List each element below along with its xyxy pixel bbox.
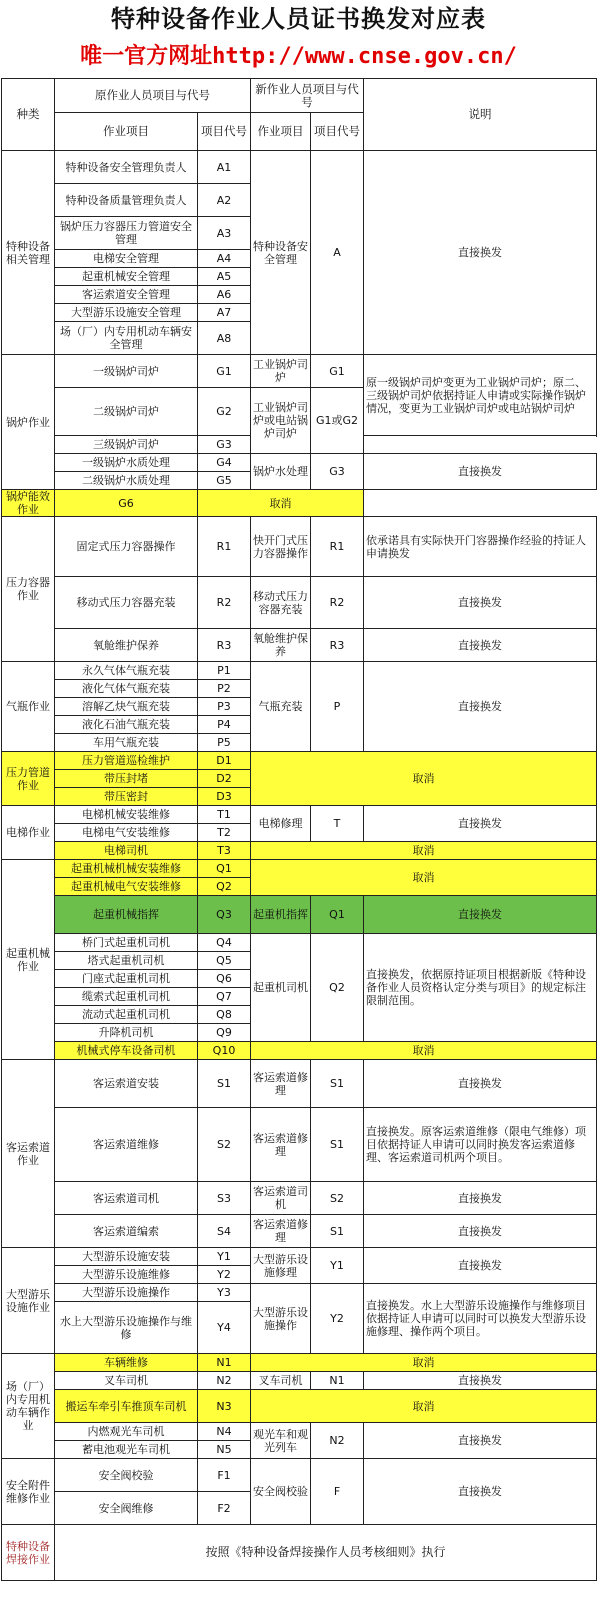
old-item: 氧舱维护保养 bbox=[55, 629, 198, 662]
note: 直接换发 bbox=[364, 1182, 597, 1215]
old-code: A6 bbox=[198, 286, 251, 304]
certificate-mapping-table bbox=[1, 78, 597, 1581]
new-code: Q2 bbox=[311, 934, 364, 1042]
old-code: N3 bbox=[198, 1390, 251, 1423]
old-item: 客运索道编索 bbox=[55, 1215, 198, 1248]
old-code: D2 bbox=[198, 770, 251, 788]
old-code: P4 bbox=[198, 716, 251, 734]
old-item: 三级锅炉司炉 bbox=[55, 436, 198, 454]
new-item: 客运索道修理 bbox=[251, 1060, 311, 1108]
old-code: G6 bbox=[55, 490, 198, 517]
note: 直接换发。原客运索道维修（限电气维修）项目依据持证人申请可以同时换发客运索道修理、客运索道司机两个项目。 bbox=[364, 1108, 597, 1182]
old-code: D1 bbox=[198, 752, 251, 770]
new-item: 大型游乐设施修理 bbox=[251, 1248, 311, 1284]
new-code: G1或G2 bbox=[311, 388, 364, 454]
old-code: R3 bbox=[198, 629, 251, 662]
note: 直接换发 bbox=[364, 1215, 597, 1248]
old-code: S2 bbox=[198, 1108, 251, 1182]
old-code: A5 bbox=[198, 268, 251, 286]
cancel-note: 取消 bbox=[251, 1354, 597, 1372]
new-item: 特种设备安全管理 bbox=[251, 151, 311, 355]
new-item: 工业锅炉司炉或电站锅炉司炉 bbox=[251, 388, 311, 454]
old-item: 电梯安全管理 bbox=[55, 250, 198, 268]
old-code: S1 bbox=[198, 1060, 251, 1108]
cancel-note: 取消 bbox=[251, 752, 597, 806]
category-cell: 气瓶作业 bbox=[2, 662, 55, 752]
old-item: 起重机械指挥 bbox=[55, 896, 198, 934]
old-code: P2 bbox=[198, 680, 251, 698]
old-code: T1 bbox=[198, 806, 251, 824]
old-code: R1 bbox=[198, 517, 251, 577]
old-item: 客运索道维修 bbox=[55, 1108, 198, 1182]
old-code: A1 bbox=[198, 151, 251, 184]
new-item: 观光车和观光列车 bbox=[251, 1423, 311, 1459]
old-item: 机械式停车设备司机 bbox=[55, 1042, 198, 1060]
old-code: T3 bbox=[198, 842, 251, 860]
new-item: 客运索道司机 bbox=[251, 1182, 311, 1215]
old-item: 固定式压力容器操作 bbox=[55, 517, 198, 577]
new-code: N2 bbox=[311, 1423, 364, 1459]
new-item: 气瓶充装 bbox=[251, 662, 311, 752]
old-code: Q6 bbox=[198, 970, 251, 988]
new-code: Q1 bbox=[311, 896, 364, 934]
old-item: 场（厂）内专用机动车辆安全管理 bbox=[55, 322, 198, 355]
old-code: S4 bbox=[198, 1215, 251, 1248]
new-item: 氧舱维护保养 bbox=[251, 629, 311, 662]
old-item: 电梯司机 bbox=[55, 842, 198, 860]
old-code: Y2 bbox=[198, 1266, 251, 1284]
note: 直接换发 bbox=[364, 1060, 597, 1108]
old-item: 二级锅炉司炉 bbox=[55, 388, 198, 436]
new-code: A bbox=[311, 151, 364, 355]
new-item: 起重机指挥 bbox=[251, 896, 311, 934]
old-item: 锅炉能效作业 bbox=[2, 490, 55, 517]
new-item: 电梯修理 bbox=[251, 806, 311, 842]
old-item: 蓄电池观光车司机 bbox=[55, 1441, 198, 1459]
header-old-item: 作业项目 bbox=[55, 113, 198, 151]
note: 直接换发 bbox=[364, 1459, 597, 1525]
new-code: S1 bbox=[311, 1108, 364, 1182]
new-code: R1 bbox=[311, 517, 364, 577]
old-item: 客运索道安装 bbox=[55, 1060, 198, 1108]
note: 依承诺具有实际快开门容器操作经验的持证人申请换发 bbox=[364, 517, 597, 577]
category-cell: 特种设备焊接作业 bbox=[2, 1525, 55, 1581]
old-item: 塔式起重机司机 bbox=[55, 952, 198, 970]
old-code: A4 bbox=[198, 250, 251, 268]
category-cell: 特种设备相关管理 bbox=[2, 151, 55, 355]
old-item: 电梯电气安装维修 bbox=[55, 824, 198, 842]
old-item: 车辆维修 bbox=[55, 1354, 198, 1372]
cancel-note: 取消 bbox=[251, 1390, 597, 1423]
old-code: F1 bbox=[198, 1459, 251, 1492]
old-item: 电梯机械安装维修 bbox=[55, 806, 198, 824]
old-code: Q5 bbox=[198, 952, 251, 970]
new-item: 叉车司机 bbox=[251, 1372, 311, 1390]
note: 直接换发 bbox=[364, 1248, 597, 1284]
note: 直接换发 bbox=[364, 151, 597, 355]
header-new-item: 作业项目 bbox=[251, 113, 311, 151]
note: 直接换发 bbox=[364, 629, 597, 662]
category-cell: 锅炉作业 bbox=[2, 355, 55, 490]
old-code: A8 bbox=[198, 322, 251, 355]
new-code: G1 bbox=[311, 355, 364, 388]
new-code: P bbox=[311, 662, 364, 752]
category-cell: 大型游乐设施作业 bbox=[2, 1248, 55, 1354]
old-code: N4 bbox=[198, 1423, 251, 1441]
cancel-note: 取消 bbox=[251, 842, 597, 860]
welding-note: 按照《特种设备焊接操作人员考核细则》执行 bbox=[55, 1525, 597, 1581]
old-code: Q7 bbox=[198, 988, 251, 1006]
new-code: Y2 bbox=[311, 1284, 364, 1354]
new-item: 快开门式压力容器操作 bbox=[251, 517, 311, 577]
old-item: 大型游乐设施安全管理 bbox=[55, 304, 198, 322]
header-note: 说明 bbox=[364, 79, 597, 151]
old-item: 液化气体气瓶充装 bbox=[55, 680, 198, 698]
note: 直接换发 bbox=[364, 1423, 597, 1459]
old-item: 大型游乐设施维修 bbox=[55, 1266, 198, 1284]
category-cell: 压力容器作业 bbox=[2, 517, 55, 662]
old-item: 二级锅炉水质处理 bbox=[55, 472, 198, 490]
new-item: 客运索道修理 bbox=[251, 1108, 311, 1182]
old-code: G2 bbox=[198, 388, 251, 436]
old-code: A2 bbox=[198, 184, 251, 217]
old-item: 客运索道司机 bbox=[55, 1182, 198, 1215]
old-item: 车用气瓶充装 bbox=[55, 734, 198, 752]
old-item: 起重机械电气安装维修 bbox=[55, 878, 198, 896]
old-item: 升降机司机 bbox=[55, 1024, 198, 1042]
old-code: G4 bbox=[198, 454, 251, 472]
header-old-group: 原作业人员项目与代号 bbox=[55, 79, 251, 113]
old-code: F2 bbox=[198, 1492, 251, 1525]
note: 直接换发 bbox=[364, 896, 597, 934]
old-item: 大型游乐设施操作 bbox=[55, 1284, 198, 1302]
note: 直接换发。水上大型游乐设施操作与维修项目依据持证人申请可以同时可以换发大型游乐设施修理、操作两个项目。 bbox=[364, 1284, 597, 1354]
note: 直接换发 bbox=[364, 806, 597, 842]
old-item: 液化石油气瓶充装 bbox=[55, 716, 198, 734]
new-item: 客运索道修理 bbox=[251, 1215, 311, 1248]
old-item: 缆索式起重机司机 bbox=[55, 988, 198, 1006]
new-code: R2 bbox=[311, 577, 364, 629]
old-code: P5 bbox=[198, 734, 251, 752]
new-item: 起重机司机 bbox=[251, 934, 311, 1042]
old-item: 安全阀维修 bbox=[55, 1492, 198, 1525]
old-code: G1 bbox=[198, 355, 251, 388]
category-cell: 压力管道作业 bbox=[2, 752, 55, 806]
old-item: 起重机械机械安装维修 bbox=[55, 860, 198, 878]
note: 直接换发 bbox=[364, 454, 597, 490]
old-code: R2 bbox=[198, 577, 251, 629]
old-item: 压力管道巡检维护 bbox=[55, 752, 198, 770]
old-code: N5 bbox=[198, 1441, 251, 1459]
old-code: Q8 bbox=[198, 1006, 251, 1024]
old-item: 大型游乐设施安装 bbox=[55, 1248, 198, 1266]
old-code: G5 bbox=[198, 472, 251, 490]
new-code: F bbox=[311, 1459, 364, 1525]
official-url-line[interactable]: 唯一官方网址http://www.cnse.gov.cn/ bbox=[80, 44, 517, 69]
old-item: 特种设备安全管理负责人 bbox=[55, 151, 198, 184]
new-code: T bbox=[311, 806, 364, 842]
old-item: 客运索道安全管理 bbox=[55, 286, 198, 304]
old-item: 搬运车牵引车推顶车司机 bbox=[55, 1390, 198, 1423]
old-item: 特种设备质量管理负责人 bbox=[55, 184, 198, 217]
new-item: 移动式压力容器充装 bbox=[251, 577, 311, 629]
old-item: 桥门式起重机司机 bbox=[55, 934, 198, 952]
old-item: 门座式起重机司机 bbox=[55, 970, 198, 988]
note: 直接换发，依据原持证项目根据新版《特种设备作业人员资格认定分类与项目》的规定标注限制范围。 bbox=[364, 934, 597, 1042]
new-item: 大型游乐设施操作 bbox=[251, 1284, 311, 1354]
old-item: 安全阀校验 bbox=[55, 1459, 198, 1492]
old-item: 叉车司机 bbox=[55, 1372, 198, 1390]
old-code: A7 bbox=[198, 304, 251, 322]
old-item: 带压封堵 bbox=[55, 770, 198, 788]
category-cell: 起重机械作业 bbox=[2, 860, 55, 1060]
header-new-group: 新作业人员项目与代号 bbox=[251, 79, 364, 113]
old-item: 一级锅炉司炉 bbox=[55, 355, 198, 388]
note: 原一级锅炉司炉变更为工业锅炉司炉；原二、三级锅炉司炉依据持证人申请或实际操作锅炉情况，变更为工业锅炉司炉或电站锅炉司炉 bbox=[364, 355, 597, 436]
new-code: G3 bbox=[311, 454, 364, 490]
header-new-code: 项目代号 bbox=[311, 113, 364, 151]
old-item: 锅炉压力容器压力管道安全管理 bbox=[55, 217, 198, 250]
old-item: 带压密封 bbox=[55, 788, 198, 806]
old-code: D3 bbox=[198, 788, 251, 806]
header-old-code: 项目代号 bbox=[198, 113, 251, 151]
old-code: G3 bbox=[198, 436, 251, 454]
old-item: 移动式压力容器充装 bbox=[55, 577, 198, 629]
old-code: Q2 bbox=[198, 878, 251, 896]
note: 直接换发 bbox=[364, 662, 597, 752]
old-item: 流动式起重机司机 bbox=[55, 1006, 198, 1024]
category-cell: 安全附件维修作业 bbox=[2, 1459, 55, 1525]
new-code: R3 bbox=[311, 629, 364, 662]
category-cell: 客运索道作业 bbox=[2, 1060, 55, 1248]
cancel-note: 取消 bbox=[251, 1042, 597, 1060]
old-code: Y3 bbox=[198, 1284, 251, 1302]
new-item: 工业锅炉司炉 bbox=[251, 355, 311, 388]
old-code: P3 bbox=[198, 698, 251, 716]
old-item: 永久气体气瓶充装 bbox=[55, 662, 198, 680]
old-code: S3 bbox=[198, 1182, 251, 1215]
old-code: Q9 bbox=[198, 1024, 251, 1042]
new-code: N1 bbox=[311, 1372, 364, 1390]
category-cell: 场（厂）内专用机动车辆作业 bbox=[2, 1354, 55, 1459]
new-code: S1 bbox=[311, 1060, 364, 1108]
old-code: Y4 bbox=[198, 1302, 251, 1354]
old-code: Q3 bbox=[198, 896, 251, 934]
old-code: Q1 bbox=[198, 860, 251, 878]
old-item: 内燃观光车司机 bbox=[55, 1423, 198, 1441]
old-item: 水上大型游乐设施操作与维修 bbox=[55, 1302, 198, 1354]
old-code: N1 bbox=[198, 1354, 251, 1372]
old-code: P1 bbox=[198, 662, 251, 680]
old-code: Y1 bbox=[198, 1248, 251, 1266]
note: 直接换发 bbox=[364, 577, 597, 629]
new-item: 安全阀校验 bbox=[251, 1459, 311, 1525]
old-item: 一级锅炉水质处理 bbox=[55, 454, 198, 472]
old-item: 起重机械安全管理 bbox=[55, 268, 198, 286]
old-code: Q10 bbox=[198, 1042, 251, 1060]
old-code: Q4 bbox=[198, 934, 251, 952]
old-code: N2 bbox=[198, 1372, 251, 1390]
old-code: A3 bbox=[198, 217, 251, 250]
cancel-note: 取消 bbox=[251, 860, 597, 896]
new-code: Y1 bbox=[311, 1248, 364, 1284]
note: 直接换发 bbox=[364, 1372, 597, 1390]
new-code: S2 bbox=[311, 1182, 364, 1215]
category-cell: 电梯作业 bbox=[2, 806, 55, 860]
header-category: 种类 bbox=[2, 79, 55, 151]
old-code: T2 bbox=[198, 824, 251, 842]
old-item: 溶解乙炔气瓶充装 bbox=[55, 698, 198, 716]
new-item: 锅炉水处理 bbox=[251, 454, 311, 490]
cancel-note: 取消 bbox=[198, 490, 364, 517]
new-code: S1 bbox=[311, 1215, 364, 1248]
page-title: 特种设备作业人员证书换发对应表 bbox=[111, 5, 486, 33]
